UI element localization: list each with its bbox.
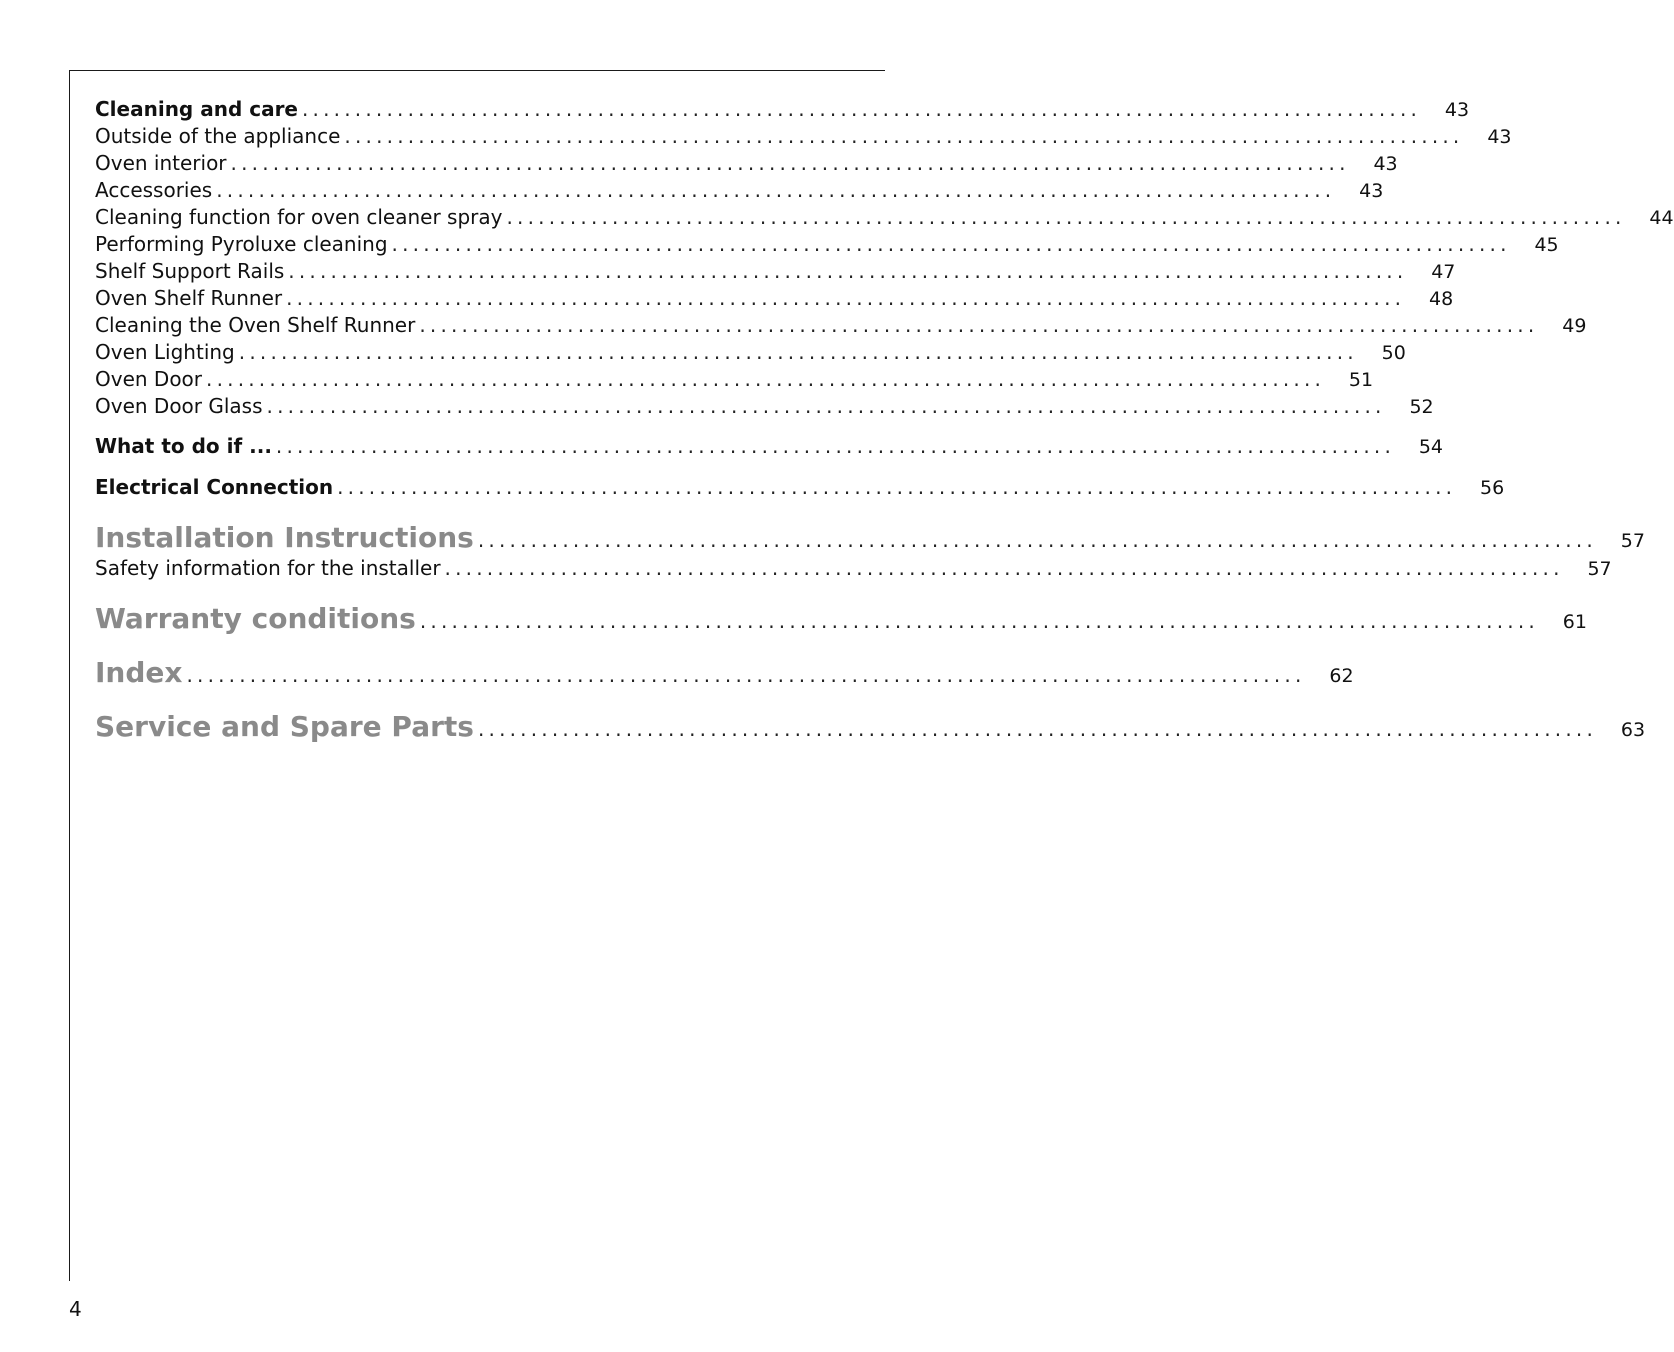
toc-entry-page: 63 — [1620, 719, 1646, 741]
toc-entry-title: Service and Spare Parts — [95, 710, 474, 743]
toc-entry-title: Oven Lighting — [95, 340, 235, 364]
toc-entry-page: 61 — [1562, 611, 1587, 633]
toc-entry-oven-door[interactable] — [95, 367, 1374, 391]
toc-entry-title: Performing Pyroluxe cleaning — [95, 232, 388, 256]
toc-entry-cleaning-and-care[interactable] — [95, 97, 1470, 121]
toc-entry-accessories[interactable] — [95, 178, 1384, 202]
toc-entry-title: Shelf Support Rails — [95, 259, 285, 283]
toc-entry-page: 43 — [1359, 180, 1384, 202]
toc-entry-page: 43 — [1444, 99, 1470, 121]
toc-entry-page: 49 — [1562, 315, 1587, 337]
dot-leader: .......................................................................................................... — [230, 151, 1350, 175]
toc-entry-page: 56 — [1480, 477, 1505, 499]
toc-entry-page: 47 — [1431, 261, 1456, 283]
page-number: 4 — [69, 1297, 82, 1321]
toc-entry-title: Oven Shelf Runner — [95, 286, 283, 310]
toc-entry-oven-interior[interactable] — [95, 151, 1398, 175]
toc-entry-cleaning-shelf-runner[interactable] — [95, 313, 1587, 337]
toc-entry-oven-shelf-runner[interactable] — [95, 286, 1454, 310]
dot-leader: .......................................................................................................... — [288, 259, 1408, 283]
dot-leader: .......................................................................................................... — [444, 556, 1564, 580]
toc-entry-oven-door-glass[interactable] — [95, 394, 1434, 418]
dot-leader: .......................................................................................................... — [477, 528, 1597, 552]
dot-leader: .......................................................................................................... — [275, 434, 1396, 458]
toc-entry-page: 43 — [1373, 153, 1398, 175]
toc-entry-cleaning-function[interactable] — [95, 205, 1674, 229]
toc-entry-pyroluxe-cleaning[interactable] — [95, 232, 1559, 256]
toc-entry-page: 57 — [1620, 530, 1645, 552]
toc-entry-page: 62 — [1329, 665, 1354, 687]
dot-leader: .......................................................................................................... — [506, 205, 1626, 229]
dot-leader: .......................................................................................................... — [216, 178, 1336, 202]
toc-entry-title: Cleaning the Oven Shelf Runner — [95, 313, 416, 337]
toc-entry-title: Cleaning and care — [95, 97, 298, 121]
toc-entry-title: Warranty conditions — [95, 602, 416, 635]
toc-entry-page: 48 — [1429, 288, 1454, 310]
toc-entry-oven-lighting[interactable] — [95, 340, 1406, 364]
dot-leader: .......................................................................................................... — [186, 663, 1306, 687]
toc-entry-page: 44 — [1649, 207, 1674, 229]
dot-leader: .......................................................................................................... — [206, 367, 1326, 391]
toc-entry-title: Oven Door — [95, 367, 203, 391]
dot-leader: .......................................................................................................... — [477, 717, 1598, 741]
toc-entry-page: 50 — [1381, 342, 1406, 364]
toc-entry-page: 45 — [1534, 234, 1559, 256]
dot-leader: .......................................................................................................... — [286, 286, 1406, 310]
toc-entry-title: Accessories — [95, 178, 213, 202]
dot-leader: .......................................................................................................... — [419, 609, 1539, 633]
toc-entry-page: 57 — [1587, 558, 1612, 580]
dot-leader: .......................................................................................................... — [302, 97, 1422, 121]
toc-entry-warranty-conditions[interactable] — [95, 602, 1587, 635]
toc-entry-title: Electrical Connection — [95, 475, 334, 499]
toc-entry-title: Oven Door Glass — [95, 394, 263, 418]
toc-entry-title: Installation Instructions — [95, 521, 474, 554]
toc-entry-service-spare-parts[interactable] — [95, 710, 1646, 743]
toc-entry-title: Safety information for the installer — [95, 556, 441, 580]
dot-leader: .......................................................................................................... — [238, 340, 1358, 364]
toc-entry-title: Index — [95, 656, 183, 689]
toc-entry-page: 52 — [1409, 396, 1434, 418]
toc-entry-index[interactable] — [95, 656, 1354, 689]
toc-entry-title: Oven interior — [95, 151, 227, 175]
toc-entry-electrical-connection[interactable] — [95, 475, 1505, 499]
toc-entry-page: 54 — [1418, 436, 1444, 458]
toc-entry-page: 43 — [1487, 126, 1512, 148]
dot-leader: .......................................................................................................... — [344, 124, 1464, 148]
dot-leader: .......................................................................................................... — [391, 232, 1511, 256]
top-rule — [69, 70, 885, 71]
toc-entry-page: 51 — [1348, 369, 1374, 391]
toc-entry-title: Cleaning function for oven cleaner spray — [95, 205, 503, 229]
toc-entry-title: Outside of the appliance — [95, 124, 341, 148]
left-rule — [69, 70, 70, 1281]
dot-leader: .......................................................................................................... — [419, 313, 1539, 337]
toc-entry-shelf-support-rails[interactable] — [95, 259, 1456, 283]
dot-leader: .......................................................................................................... — [337, 475, 1457, 499]
dot-leader: .......................................................................................................... — [266, 394, 1386, 418]
toc-entry-what-to-do-if[interactable] — [95, 434, 1444, 458]
toc-entry-outside-of-appliance[interactable] — [95, 124, 1512, 148]
toc-entry-title: What to do if ... — [95, 434, 272, 458]
toc-entry-safety-information[interactable] — [95, 556, 1612, 580]
toc-entry-installation-instructions[interactable] — [95, 521, 1645, 554]
